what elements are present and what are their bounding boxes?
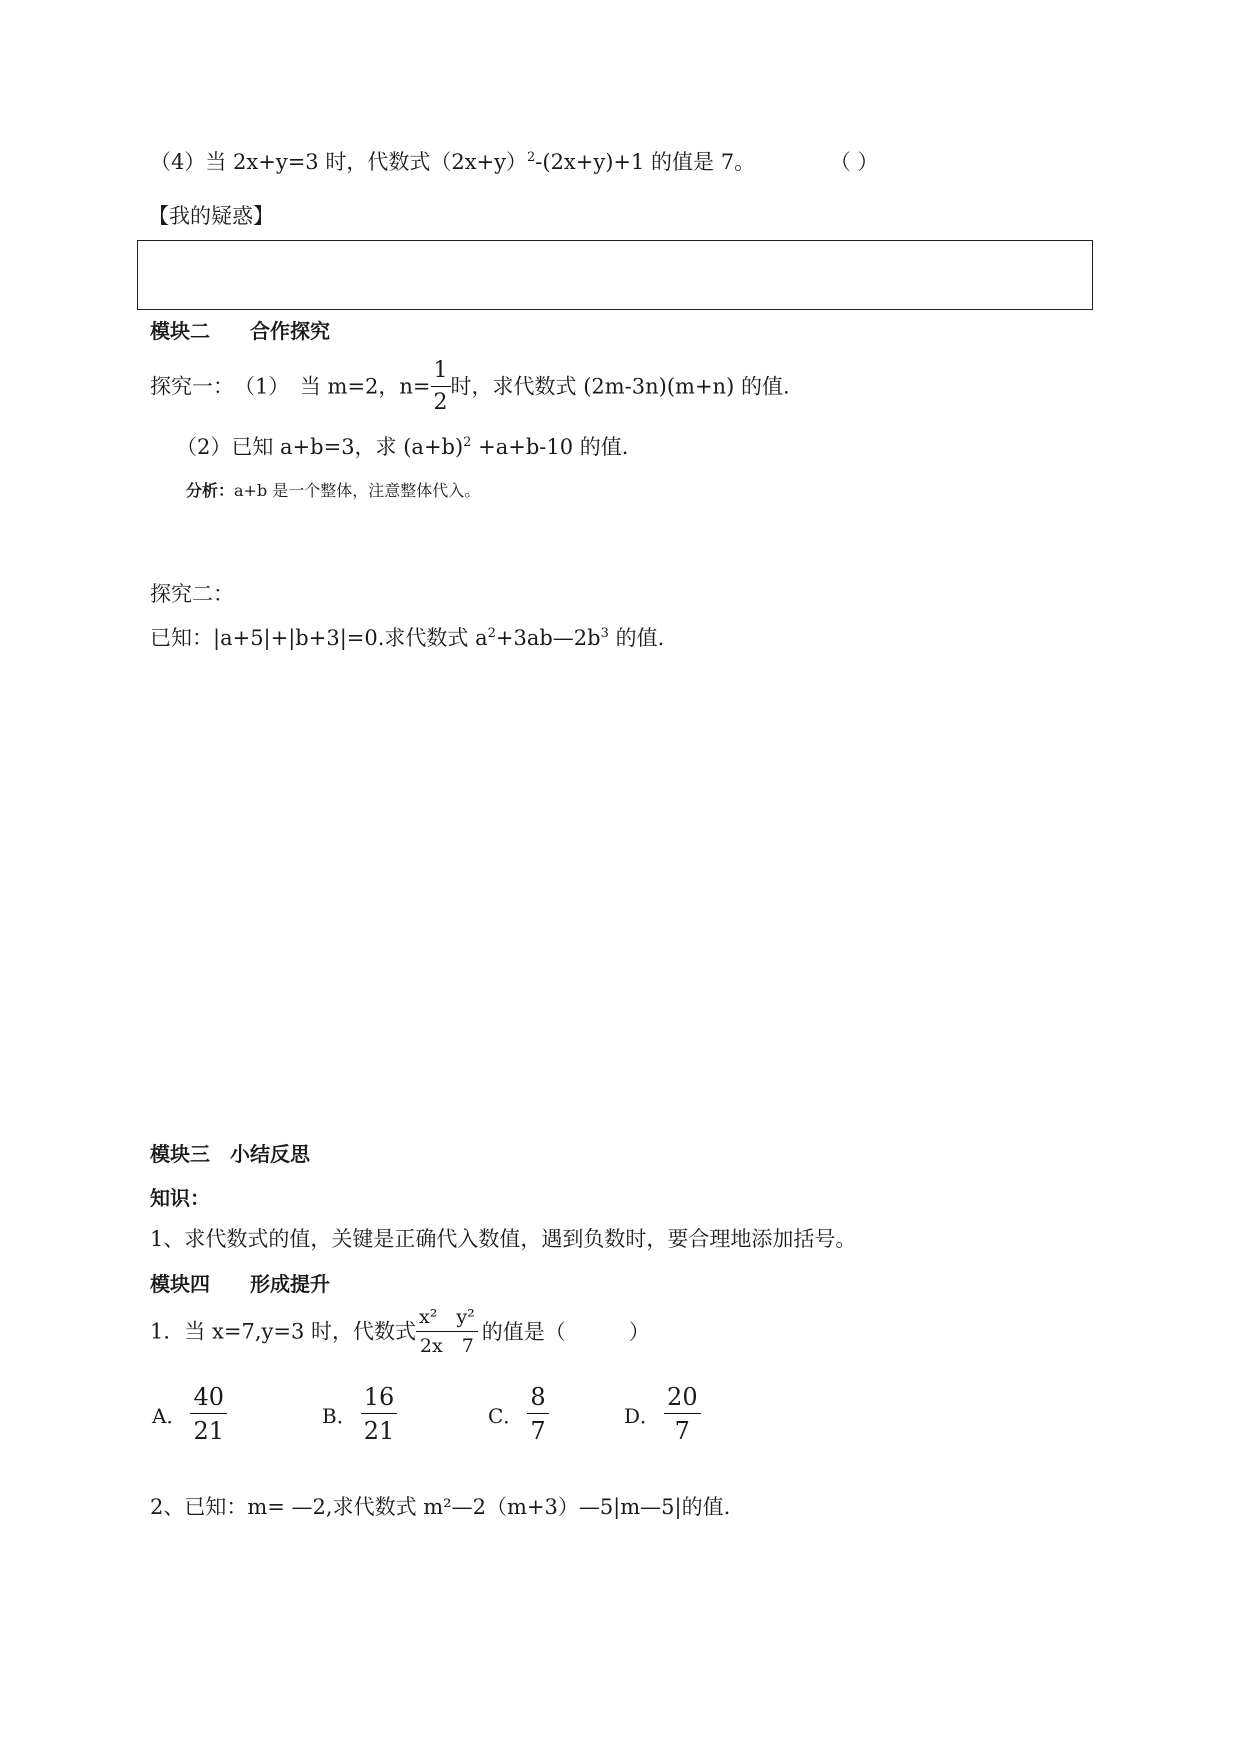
doubt-box[interactable] (137, 240, 1093, 310)
expr-den: 2x 7 (419, 1335, 474, 1357)
module2-heading: 模块二 合作探究 (150, 319, 330, 343)
option-c-num: 8 (527, 1385, 548, 1414)
module4-q1 (150, 1308, 650, 1356)
option-c-label: C． (488, 1403, 524, 1428)
q1-suffix: 的值是（ ） (481, 1319, 650, 1344)
analysis-text: a+b 是一个整体，注意整体代入。 (234, 481, 481, 500)
option-d-num: 20 (664, 1385, 701, 1414)
explore1-prefix: 探究一： （1） 当 m=2，n= (150, 374, 431, 399)
explore2-end: 的值. (608, 626, 665, 650)
q2-text-after: +a+b-10 的值. (471, 435, 629, 459)
q4-text: （4）当 2x+y=3 时，代数式（2x+y） (150, 150, 527, 174)
option-d-label: D． (624, 1403, 661, 1428)
doubt-heading: 【我的疑惑】 (148, 204, 274, 228)
answer-bracket: （ ） (829, 150, 879, 174)
explore2-mid: +3ab—2b (495, 626, 601, 650)
option-c[interactable] (488, 1385, 549, 1443)
q2-text: （2）已知 a+b=3，求 (a+b) (176, 435, 464, 459)
analysis-label: 分析： (186, 481, 235, 500)
knowledge-point-1: 1、求代数式的值，关键是正确代入数值，遇到负数时，要合理地添加括号。 (150, 1227, 857, 1251)
explore2-label: 探究二： (150, 582, 234, 606)
explore1 (150, 360, 790, 414)
fraction-one-half (431, 360, 451, 414)
module4-q2: 2、已知：m= —2,求代数式 m²—2（m+3）—5|m—5|的值. (150, 1495, 731, 1519)
option-b-label: B． (322, 1403, 357, 1428)
q2-sup: 2 (463, 435, 472, 450)
option-d[interactable] (624, 1385, 701, 1443)
option-a[interactable] (152, 1385, 227, 1443)
q4-sup: 2 (527, 150, 536, 165)
option-a-label: A． (152, 1403, 187, 1428)
option-a-num: 40 (190, 1385, 227, 1414)
option-b[interactable] (322, 1385, 397, 1443)
explore1-q2 (176, 433, 628, 461)
module4-heading: 模块四 形成提升 (150, 1272, 330, 1296)
option-a-fraction (190, 1385, 227, 1443)
option-b-fraction (361, 1385, 398, 1443)
explore2-text: 已知：|a+5|+|b+3|=0.求代数式 a (150, 626, 488, 650)
option-c-den: 7 (530, 1417, 546, 1445)
knowledge-label: 知识： (150, 1186, 210, 1210)
question-4 (150, 148, 878, 176)
explore2-sup2: 3 (600, 626, 609, 641)
frac-num: 1 (431, 360, 451, 387)
option-b-den: 21 (363, 1417, 395, 1445)
q1-prefix: 1．当 x=7,y=3 时，代数式 (150, 1319, 417, 1344)
module3-heading: 模块三 小结反思 (150, 1142, 310, 1166)
option-c-fraction (527, 1385, 548, 1443)
explore1-suffix: 时，求代数式 (2m-3n)(m+n) 的值. (450, 374, 790, 399)
q4-text-after: -(2x+y)+1 的值是 7。 (535, 150, 756, 174)
explore2 (150, 624, 664, 652)
option-a-den: 21 (193, 1417, 224, 1445)
frac-den: 2 (433, 390, 448, 415)
expr-num: x² y² (416, 1308, 478, 1332)
analysis (186, 478, 480, 501)
fraction-expression (416, 1308, 478, 1356)
option-d-fraction (664, 1385, 701, 1443)
option-b-num: 16 (361, 1385, 398, 1414)
option-d-den: 7 (674, 1417, 690, 1445)
explore2-sup1: 2 (487, 626, 496, 641)
